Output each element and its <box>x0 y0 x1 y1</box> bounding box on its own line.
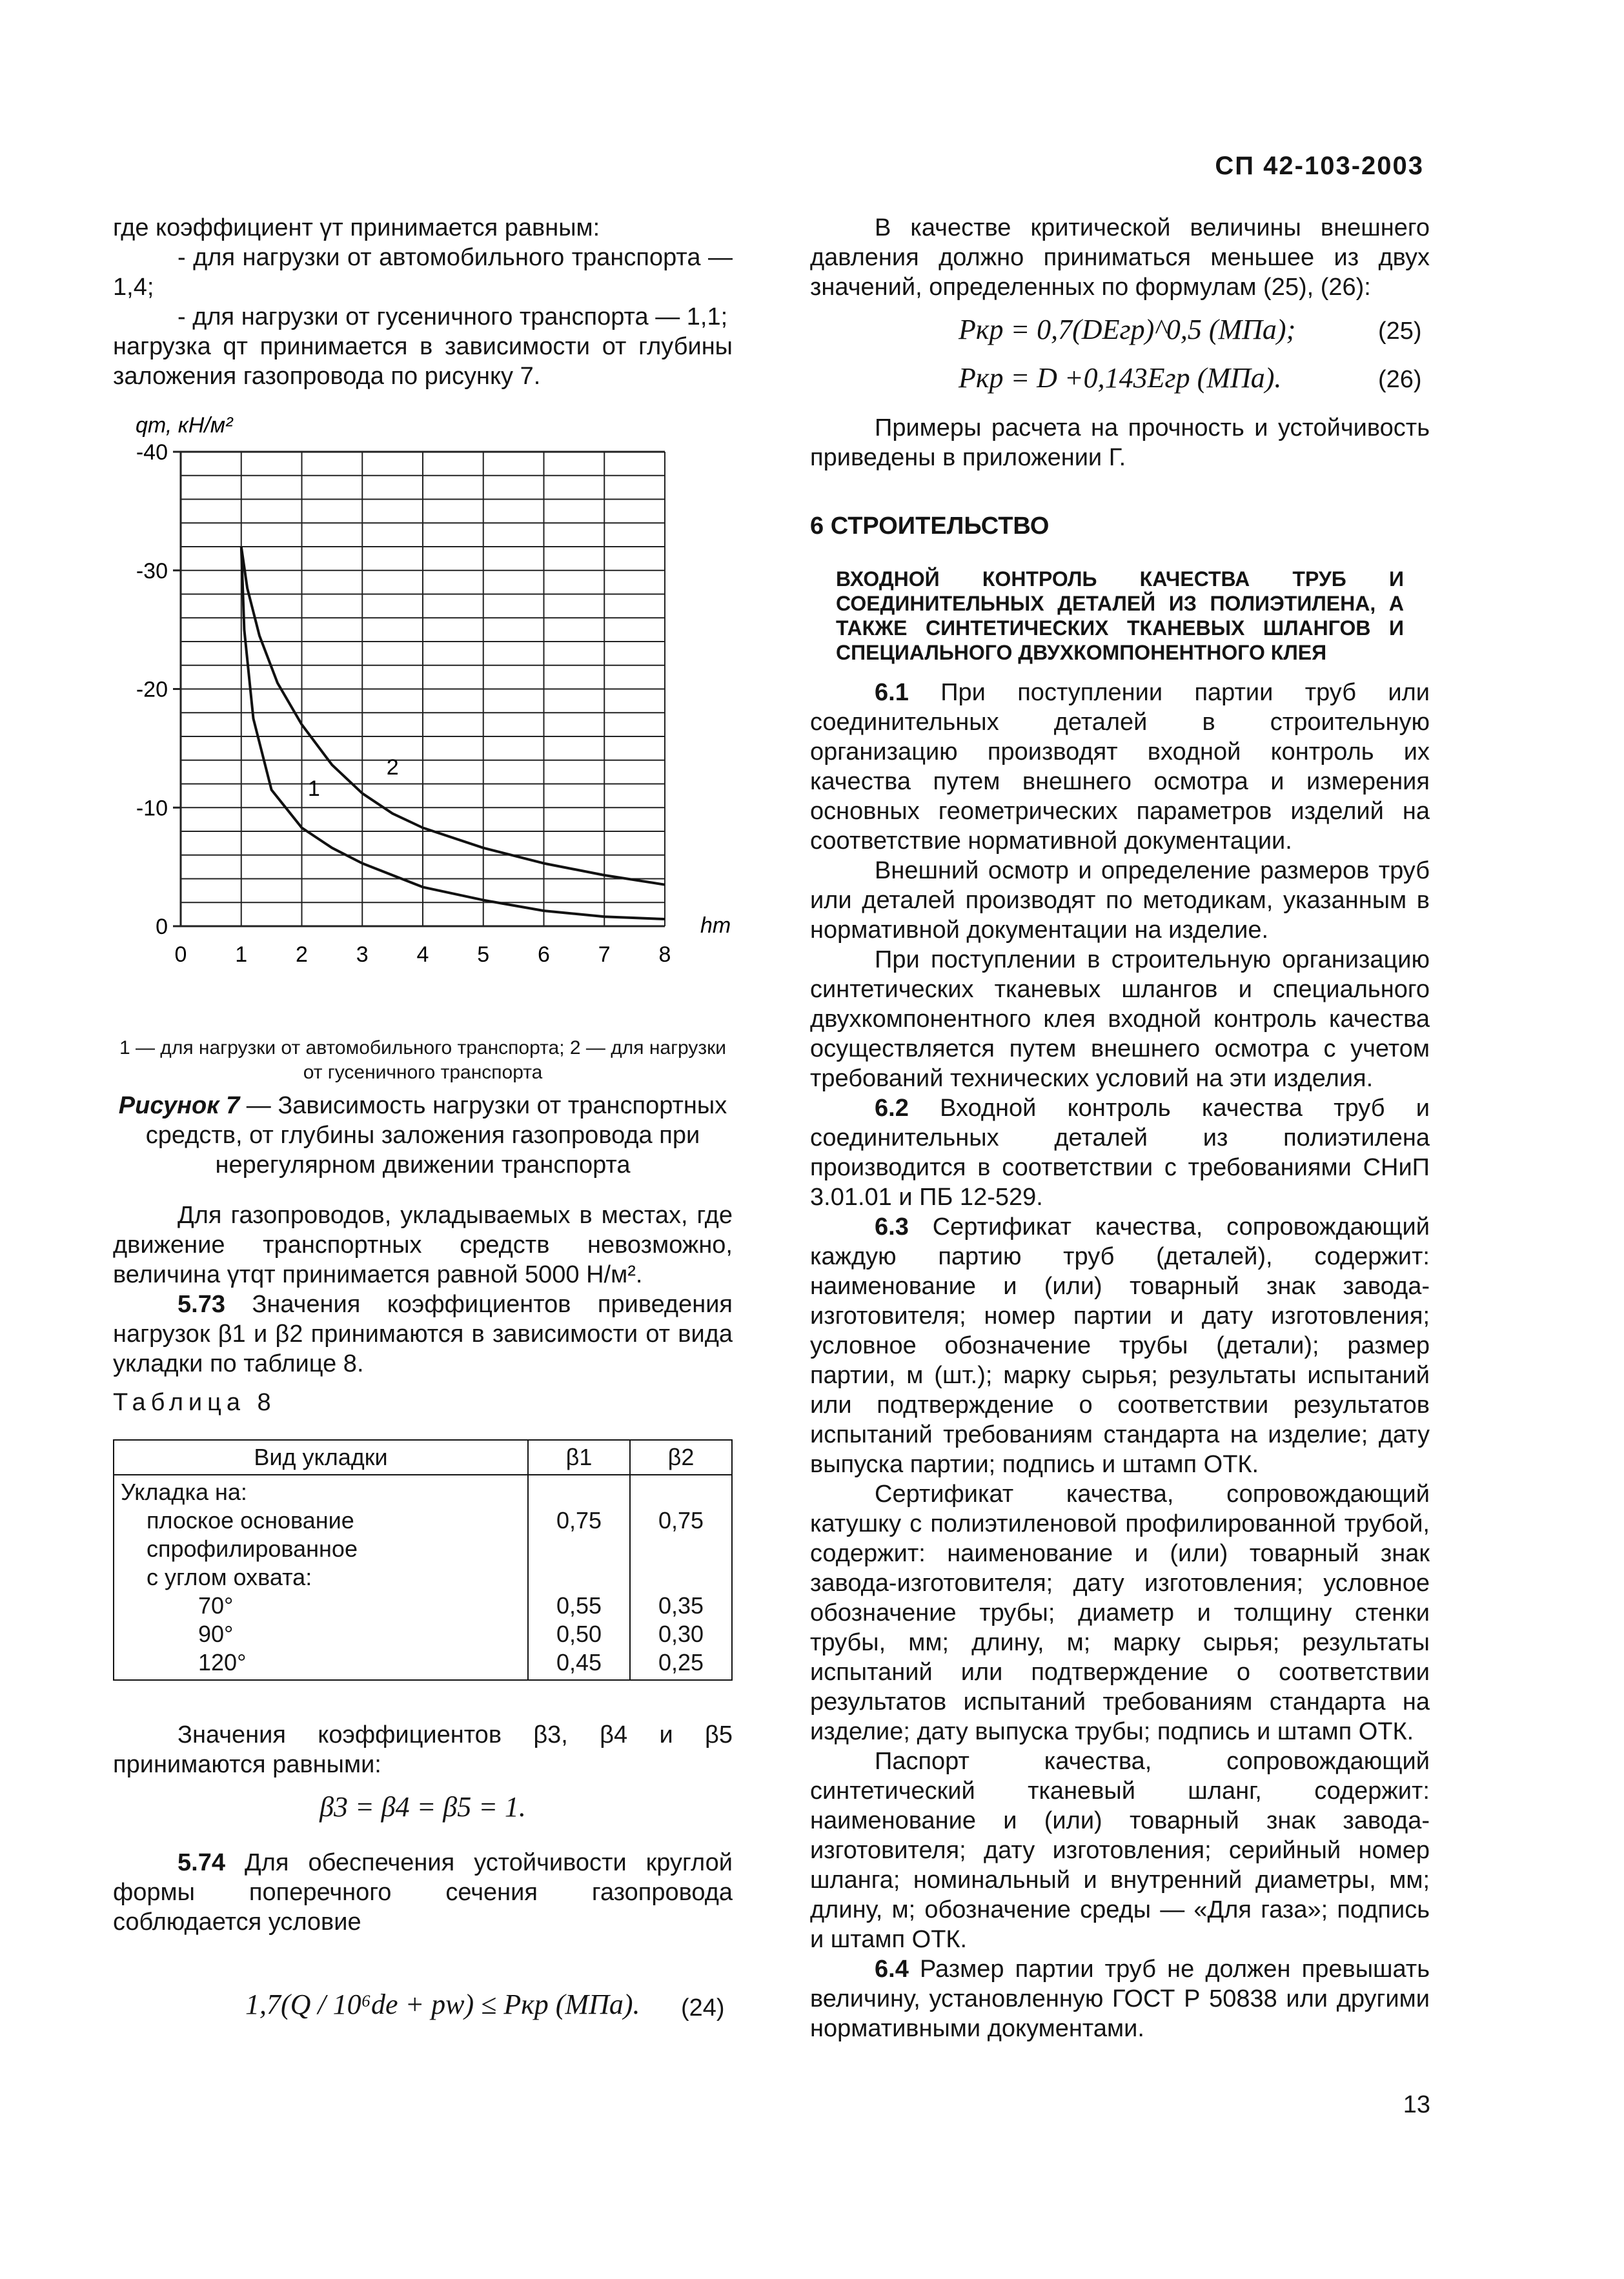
clause-number: 5.74 <box>178 1849 225 1876</box>
series-label-2: 2 <box>386 755 399 780</box>
cell-value: 0,35 <box>658 1592 704 1619</box>
clause-text: Размер партии труб не должен превышать величину, установленную ГОСТ Р 50838 или другими нормативными документами. <box>810 1956 1430 2042</box>
table-header-cell: Вид укладки <box>114 1440 528 1475</box>
clause-text: Сертификат качества, сопровождающий каждую партию труб (деталей), содержит: наименование и (или) товарный знак завода-изготовителя; номер партии и дату изготовления; условное обозначение трубы (детали); размер партии, м (шт.); марку сырья; результаты испытаний или подтверждение о соответствии результатов испытаний требованиям стандарта на изделие; дату выпуска партии; подпись и штамп ОТК. <box>810 1213 1430 1478</box>
clause-number: 6.4 <box>875 1956 909 1983</box>
figure-caption-text: — Зависимость нагрузки от транспортных средств, от глубины заложения газопровода при нерегулярном движении транспорта <box>145 1092 727 1179</box>
cell-line: плоское основание <box>147 1507 354 1534</box>
subsection-heading: ВХОДНОЙ КОНТРОЛЬ КАЧЕСТВА ТРУБ И СОЕДИНИТЕЛЬНЫХ ДЕТАЛЕЙ ИЗ ПОЛИЭТИЛЕНА, А ТАКЖЕ СИНТЕТИЧЕСКИХ ТКАНЕВЫХ ШЛАНГОВ И СПЕЦИАЛЬНОГО ДВУХКОМПОНЕНТНОГО КЛЕЯ <box>836 567 1404 664</box>
table-cell-beta2 <box>630 1475 732 1680</box>
cell-line: 70° <box>198 1592 234 1619</box>
table-header-row <box>114 1440 732 1475</box>
x-tick-label: 0 <box>174 942 187 967</box>
table-cell-beta1 <box>528 1475 630 1680</box>
clause-text: Значения коэффициентов приведения нагрузок β1 и β2 принимаются в зависимости от вида укладки по таблице 8. <box>113 1291 733 1377</box>
left-column-lower <box>113 1200 733 1417</box>
x-axis-label: hm <box>700 913 731 938</box>
page-number: 13 <box>1403 2091 1430 2118</box>
equation-24-number: (24) <box>681 1994 725 2021</box>
clause-6-3-b: Сертификат качества, сопровождающий катушку с полиэтиленовой профилированной трубой, содержит: наименование и (или) товарный знак завода-изготовителя; дату изготовления; условное обозначение трубы; диаметр и толщину стенки трубы, мм; длину, м; марку сырья; результаты испытаний или подтверждение о соответствии результатов испытаний требованиям стандарта на изделие; дату выпуска трубы; подпись и штамп ОТК. <box>810 1481 1430 1745</box>
left-paragraph-2: - для нагрузки от автомобильного транспорта — 1,4; <box>113 244 733 301</box>
equation-26: Pкр = D +0,143Eгр (МПа). <box>959 362 1282 394</box>
clause-number: 6.3 <box>875 1213 909 1241</box>
cell-value: 0,25 <box>658 1649 704 1676</box>
clause-text: Входной контроль качества труб и соединительных деталей из полиэтилена производится в соответствии с требованиями СНиП 3.01.01 и ПБ 12-529. <box>810 1095 1430 1211</box>
x-tick-label: 1 <box>235 942 248 967</box>
equation-25-number: (25) <box>1378 318 1422 345</box>
table-title: Таблица 8 <box>113 1389 276 1416</box>
left-column-bottom <box>113 1720 733 1937</box>
left-paragraph-1: где коэффициент γт принимается равным: <box>113 214 600 241</box>
table-cell-type <box>114 1475 528 1680</box>
clause-number: 5.73 <box>178 1291 225 1318</box>
clause-6-3-c: Паспорт качества, сопровождающий синтетический тканевый шланг, содержит: наименование и (или) товарный знак завода-изготовителя; дату изготовления; серийный номер шланга; номинальный и внутренний диаметры, мм; длину, м; обозначение среды — «Для газа»; подпись и штамп ОТК. <box>810 1748 1430 1953</box>
series-line-2 <box>241 547 665 885</box>
clause-6-1-b: Внешний осмотр и определение размеров труб или деталей производят по методикам, указанным в нормативной документации на изделие. <box>810 857 1430 944</box>
cell-value: 0,75 <box>658 1507 704 1534</box>
figure-caption <box>113 1091 733 1180</box>
clause-number: 6.2 <box>875 1095 909 1122</box>
y-tick-label: -10 <box>136 796 168 821</box>
cell-value: 0,45 <box>556 1649 602 1676</box>
document-code: СП 42-103-2003 <box>1215 152 1424 180</box>
series-label-1: 1 <box>307 776 320 801</box>
table-8 <box>113 1439 733 1681</box>
x-tick-label: 8 <box>658 942 671 967</box>
cell-line: 120° <box>198 1649 247 1676</box>
cell-value: 0,55 <box>556 1592 602 1619</box>
figure-legend: 1 — для нагрузки от автомобильного транспорта; 2 — для нагрузки от гусеничного транспорта <box>119 1037 727 1083</box>
left-paragraph-5: Для газопроводов, укладываемых в местах, где движение транспортных средств невозможно, величина γтqт принимается равной 5000 Н/м². <box>113 1202 733 1288</box>
y-tick-label: -20 <box>136 677 168 702</box>
clause-5-74 <box>113 1848 733 1937</box>
table-row <box>114 1475 732 1680</box>
left-paragraph-4: нагрузка qт принимается в зависимости от глубины заложения газопровода по рисунку 7. <box>113 333 733 390</box>
right-column-main <box>810 413 1430 2043</box>
chart-grid <box>181 452 665 926</box>
cell-value: 0,30 <box>658 1621 704 1647</box>
section-heading: 6 СТРОИТЕЛЬСТВО <box>810 512 1050 540</box>
equation-beta: β3 = β4 = β5 = 1. <box>320 1791 526 1823</box>
cell-line: 90° <box>198 1621 234 1647</box>
x-tick-label: 4 <box>416 942 429 967</box>
y-tick-label: 0 <box>156 915 168 939</box>
table-header-cell: β1 <box>528 1440 630 1475</box>
figure-7-chart <box>110 413 742 981</box>
clause-number: 6.1 <box>875 679 909 706</box>
x-tick-labels <box>175 942 671 967</box>
left-column <box>113 213 733 391</box>
cell-line: спрофилированное <box>147 1535 358 1562</box>
chart-curves <box>241 547 665 919</box>
equation-25: Pкр = 0,7(DEгр)^0,5 (МПа); <box>959 314 1296 345</box>
x-tick-label: 7 <box>598 942 611 967</box>
clause-6-1-c: При поступлении в строительную организацию синтетических тканевых шлангов и специального двухкомпонентного клея входной контроль качества осуществляется путем внешнего осмотра с учетом требований технических условий на эти изделия. <box>810 946 1430 1092</box>
series-line-1 <box>241 547 665 919</box>
x-tick-label: 5 <box>477 942 490 967</box>
figure-caption-label: Рисунок 7 <box>118 1092 240 1119</box>
y-axis-label: qт, кН/м² <box>136 413 233 438</box>
y-tick-label: -40 <box>136 440 168 465</box>
clause-5-73 <box>113 1290 733 1379</box>
left-paragraph-6: Значения коэффициентов β3, β4 и β5 принимаются равными: <box>113 1721 733 1778</box>
clause-6-1 <box>810 678 1430 856</box>
left-paragraph-3: - для нагрузки от гусеничного транспорта — 1,1; <box>178 303 728 330</box>
y-tick-labels <box>136 440 181 939</box>
x-tick-label: 3 <box>356 942 369 967</box>
cell-line: с углом охвата: <box>147 1564 312 1590</box>
x-tick-label: 6 <box>538 942 550 967</box>
right-paragraph-1: В качестве критической величины внешнего давления должно приниматься меньшее из двух значений, определенных по формулам (25), (26): <box>810 214 1430 301</box>
clause-6-4 <box>810 1954 1430 2043</box>
x-tick-label: 2 <box>296 942 308 967</box>
right-paragraph-2: Примеры расчета на прочность и устойчивость приведены в приложении Г. <box>810 414 1430 471</box>
clause-text: При поступлении партии труб или соединительных деталей в строительную организацию производят входной контроль их качества путем внешнего осмотра и измерения основных геометрических параметров изделий на соответствие нормативной документации. <box>810 679 1430 855</box>
equation-24: 1,7(Q / 10⁶de + pw) ≤ Pкр (МПа). <box>245 1989 640 2020</box>
cell-line: Укладка на: <box>121 1479 247 1505</box>
equation-26-number: (26) <box>1378 366 1422 393</box>
cell-value: 0,50 <box>556 1621 602 1647</box>
table-header-cell: β2 <box>630 1440 732 1475</box>
cell-value: 0,75 <box>556 1507 602 1534</box>
clause-text: Для обеспечения устойчивости круглой формы поперечного сечения газопровода соблюдается условие <box>113 1849 733 1936</box>
right-column <box>810 213 1430 302</box>
y-tick-label: -30 <box>136 558 168 583</box>
clause-6-2 <box>810 1093 1430 1212</box>
clause-6-3 <box>810 1212 1430 1479</box>
